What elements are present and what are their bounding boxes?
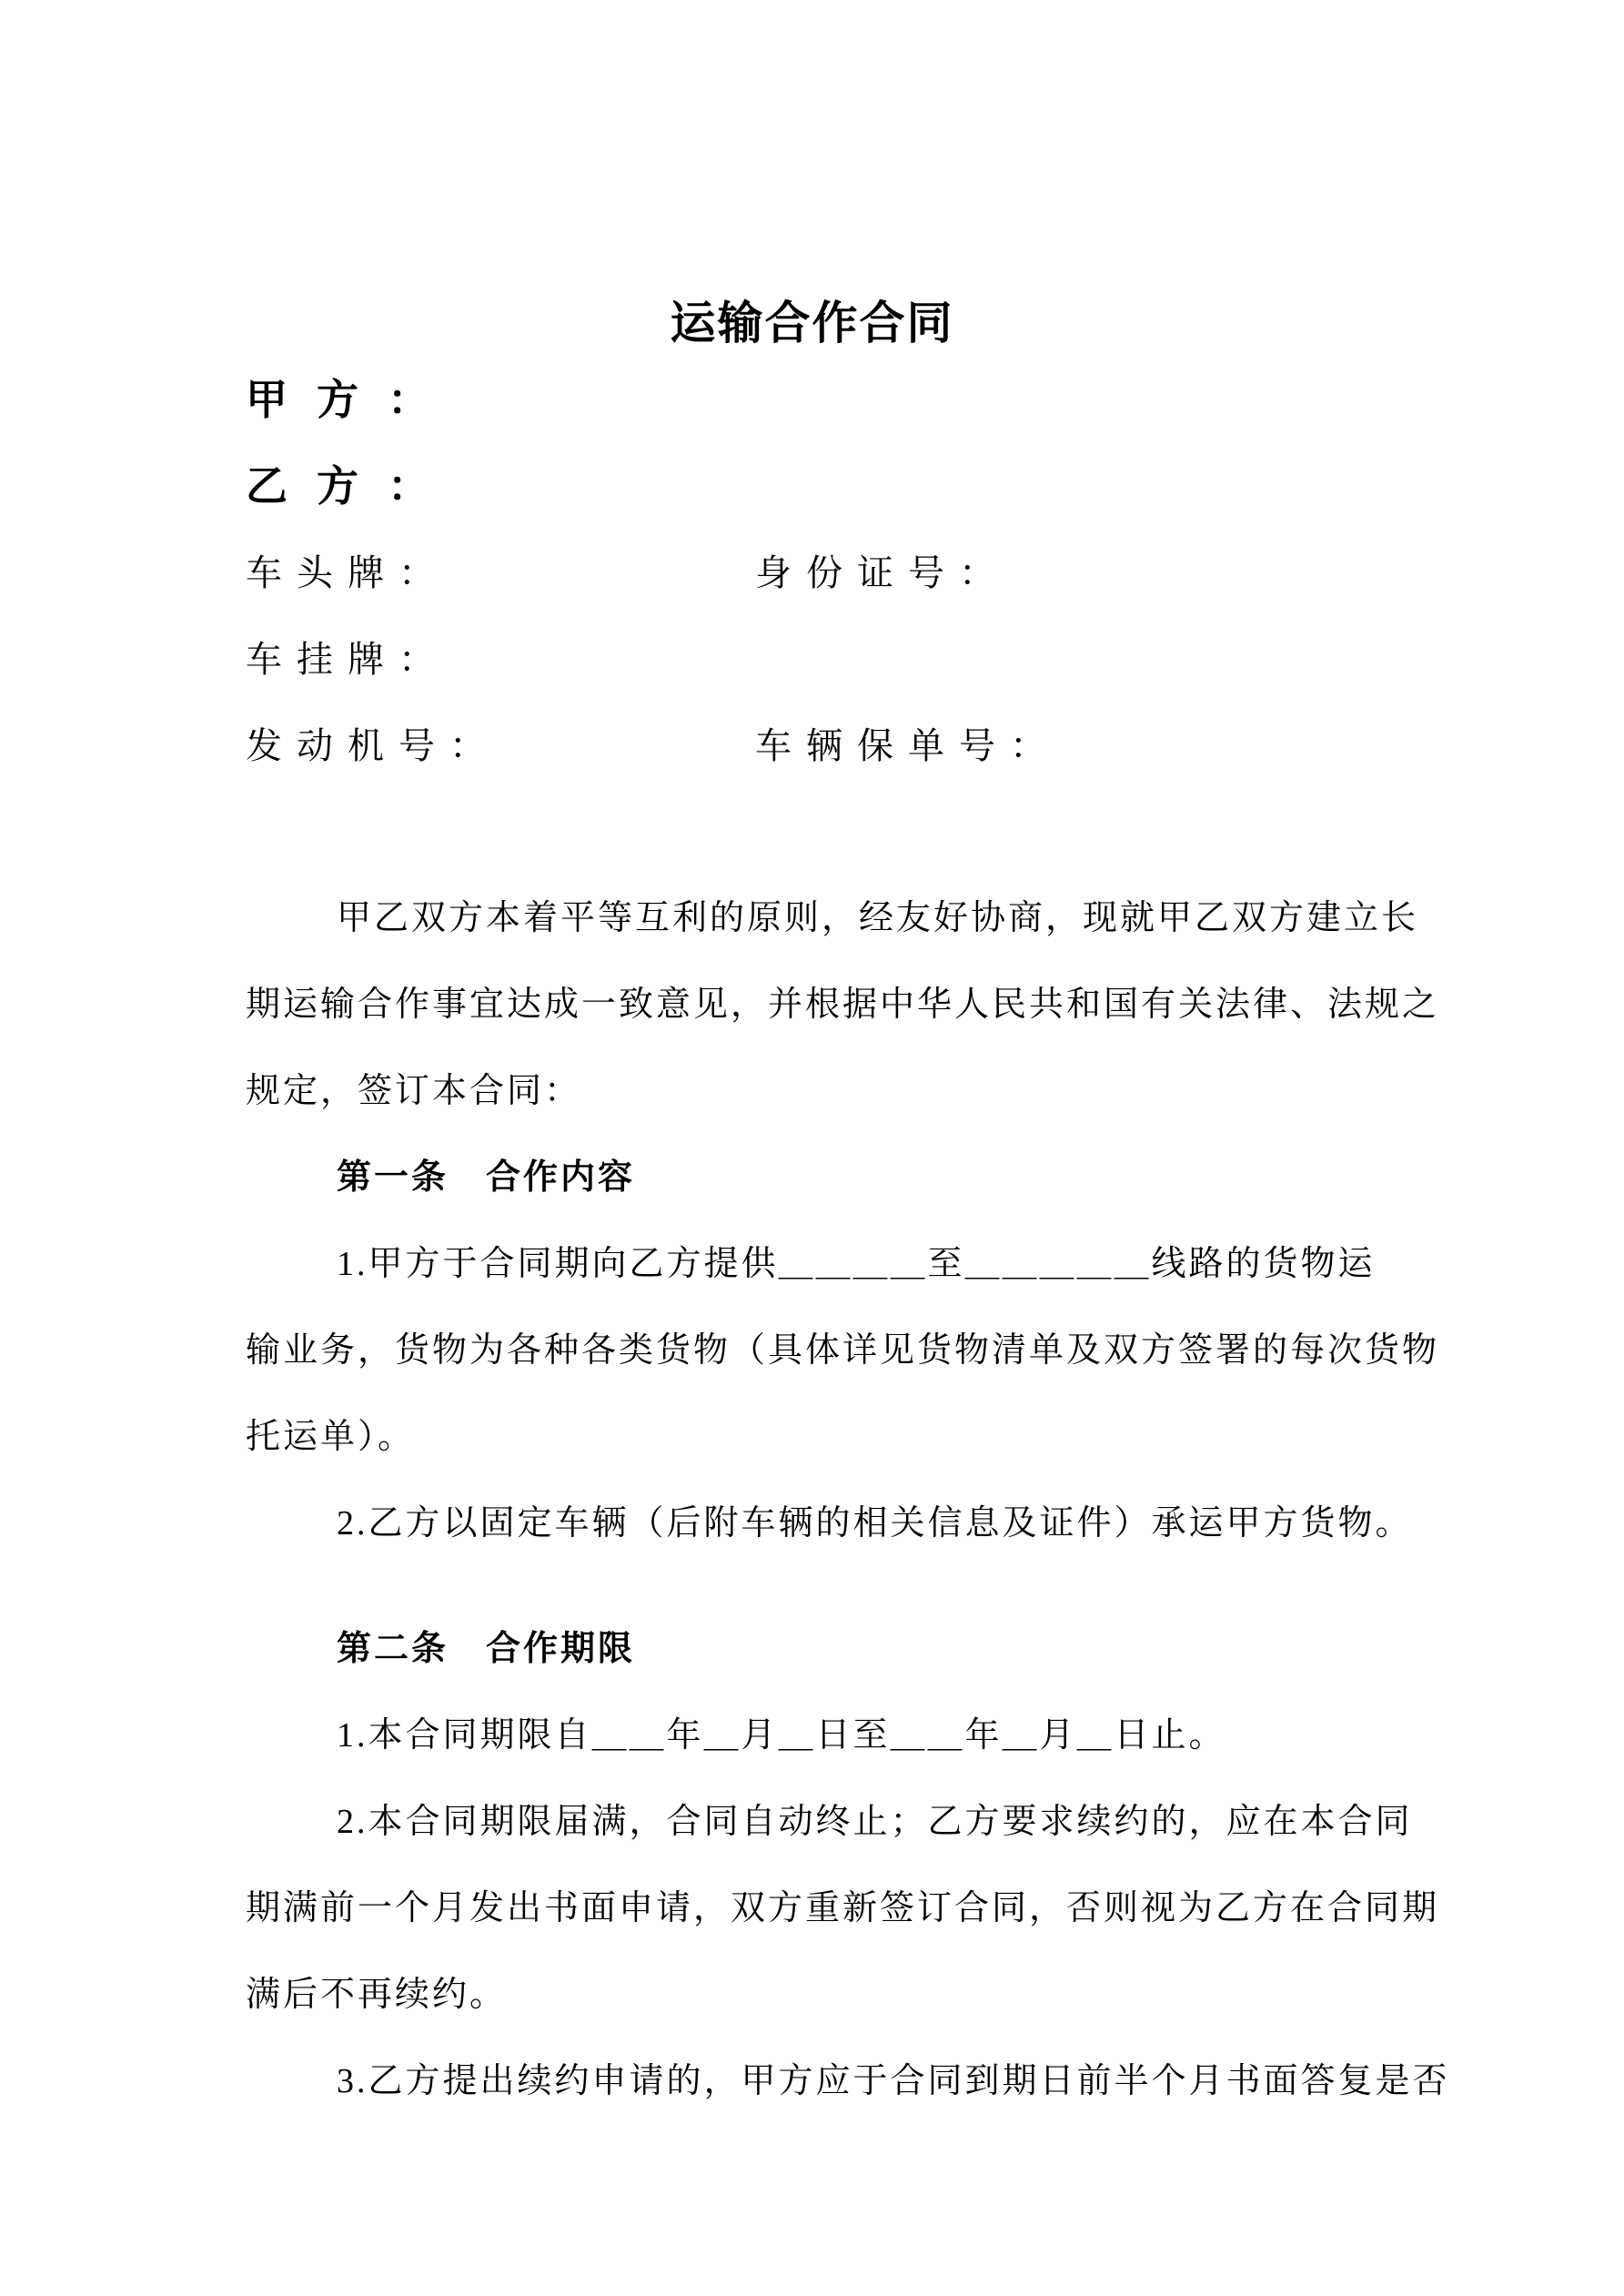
preamble-line: 规定，签订本合同：: [246, 1072, 582, 1110]
preamble-line: 甲乙双方本着平等互利的原则，经友好协商，现就甲乙双方建立长: [337, 899, 1419, 937]
vehicle-row-1: [246, 530, 1378, 616]
article2-heading: 第二条 合作期限: [337, 1630, 636, 1668]
blank-line: [246, 789, 1378, 875]
truck-plate-label: 车头牌：: [246, 552, 449, 593]
article1-clause1-line: 托运单）。: [246, 1418, 416, 1456]
article1-clause2: 2.乙方以固定车辆（后附车辆的相关信息及证件）承运甲方货物。: [337, 1504, 1413, 1542]
insurance-policy-label: 车辆保单号：: [755, 725, 1061, 766]
article1-clause1-line: 1.甲方于合同期向乙方提供＿＿＿＿至＿＿＿＿＿线路的货物运: [337, 1245, 1376, 1283]
article2-clause2-line: 2.本合同期限届满，合同自动终止；乙方要求续约的，应在本合同: [337, 1803, 1413, 1841]
vehicle-row-3: [246, 703, 1378, 789]
contract-title: 运输合作合同: [670, 298, 954, 349]
preamble-line: 期运输合作事宜达成一致意见，并根据中华人民共和国有关法律、法规之: [246, 986, 1440, 1024]
article2-clause2-line: 满后不再续约。: [246, 1976, 508, 2014]
article2-clause2-line: 期满前一个月发出书面申请，双方重新签订合同，否则视为乙方在合同期: [246, 1889, 1440, 1927]
trailer-plate-label: 车挂牌：: [246, 639, 449, 680]
id-number-label: 身份证号：: [755, 552, 1010, 593]
article1-clause1-line: 输业务，货物为各种各类货物（具体详见货物清单及双方签署的每次货物: [246, 1331, 1440, 1370]
party-b-label: 乙方：: [246, 463, 459, 510]
vehicle-row-2: [246, 616, 1378, 703]
article2-clause3: 3.乙方提出续约申请的，甲方应于合同到期日前半个月书面答复是否: [337, 2062, 1450, 2100]
article2-clause1: 1.本合同期限自＿＿年＿月＿日至＿＿年＿月＿日止。: [337, 1716, 1226, 1755]
article1-heading: 第一条 合作内容: [337, 1158, 636, 1197]
engine-number-label: 发动机号：: [246, 725, 500, 766]
party-a-label: 甲方：: [246, 377, 459, 423]
